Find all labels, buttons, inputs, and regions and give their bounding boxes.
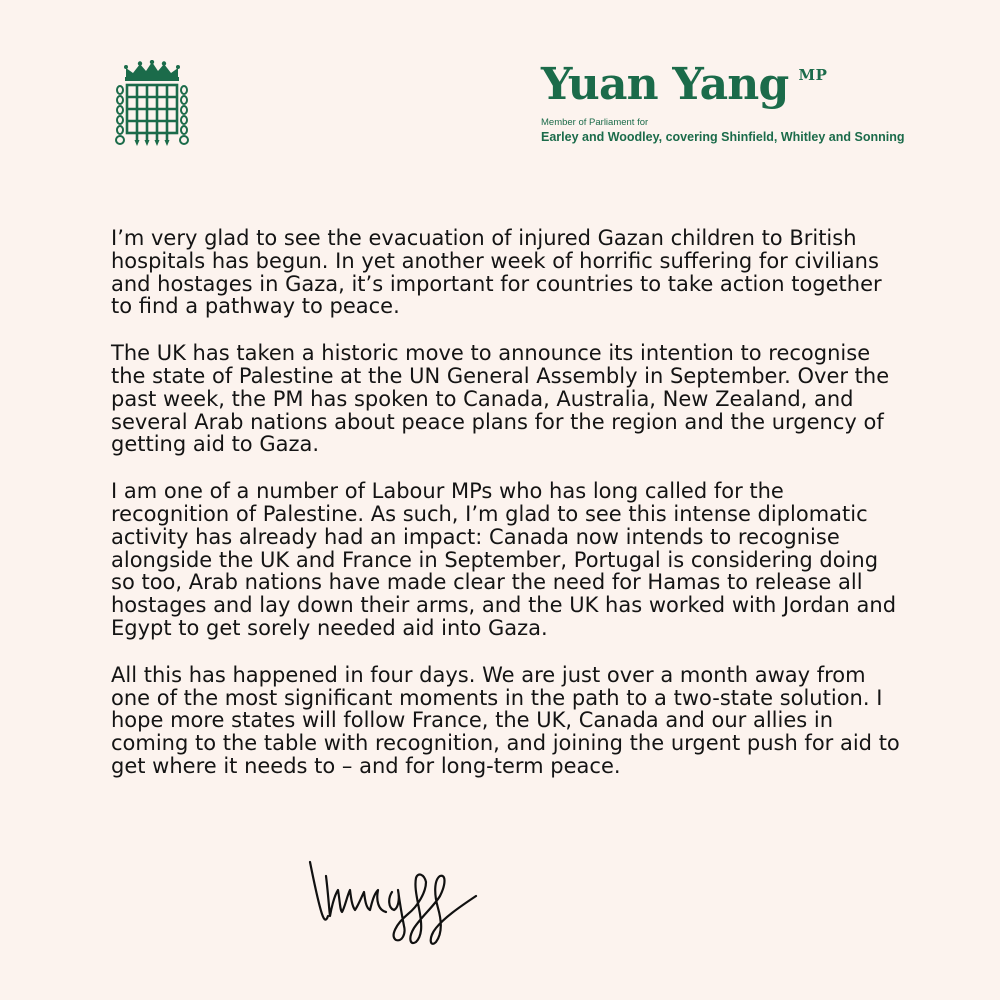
mp-role: Member of Parliament for <box>541 117 649 128</box>
mp-name-row <box>541 58 891 116</box>
mp-suffix: MP <box>798 66 828 84</box>
letter-body <box>111 227 901 802</box>
letter-paragraph-1: I’m very glad to see the evacuation of injured Gazan children to British hospitals has begun. In yet another week of horrific suffering for civilians and hostages in Gaza, it’s important for countries to take action together to find a pathway to peace. <box>111 226 882 319</box>
letter-paragraph-2: The UK has taken a historic move to announce its intention to recognise the state of Palestine at the UN General Assembly in September. Over the past week, the PM has spoken to Canada, Australia, New Zealand, and several Arab nations about peace plans for the region and the urgency of getting aid to Gaza. <box>111 341 890 457</box>
portcullis-logo-icon <box>112 60 192 146</box>
mp-constituency: Earley and Woodley, covering Shinfield, Whitley and Sonning <box>541 130 905 144</box>
mp-name: Yuan Yang <box>541 59 789 110</box>
letterhead <box>541 58 905 145</box>
letter-paragraph-4: All this has happened in four days. We are just over a month away from one of the most significant moments in the path to a two-state solution. I hope more states will follow France, the UK, Canada and our allies in coming to the table with recognition, and joining the urgent push for aid to get where it needs to – and for long-term peace. <box>111 662 900 778</box>
signature-icon <box>300 852 500 952</box>
letter-paragraph-3: I am one of a number of Labour MPs who has long called for the recognition of Palestine. As such, I’m glad to see this intense diplomatic activity has already had an impact: Canada now intends to recognise alongside the UK and France in September, Portugal is considering doing so too, Arab nations have made clear the need for Hamas to release all hostages and lay down their arms, and the UK has worked with Jordan and Egypt to get sorely needed aid into Gaza. <box>111 479 897 640</box>
